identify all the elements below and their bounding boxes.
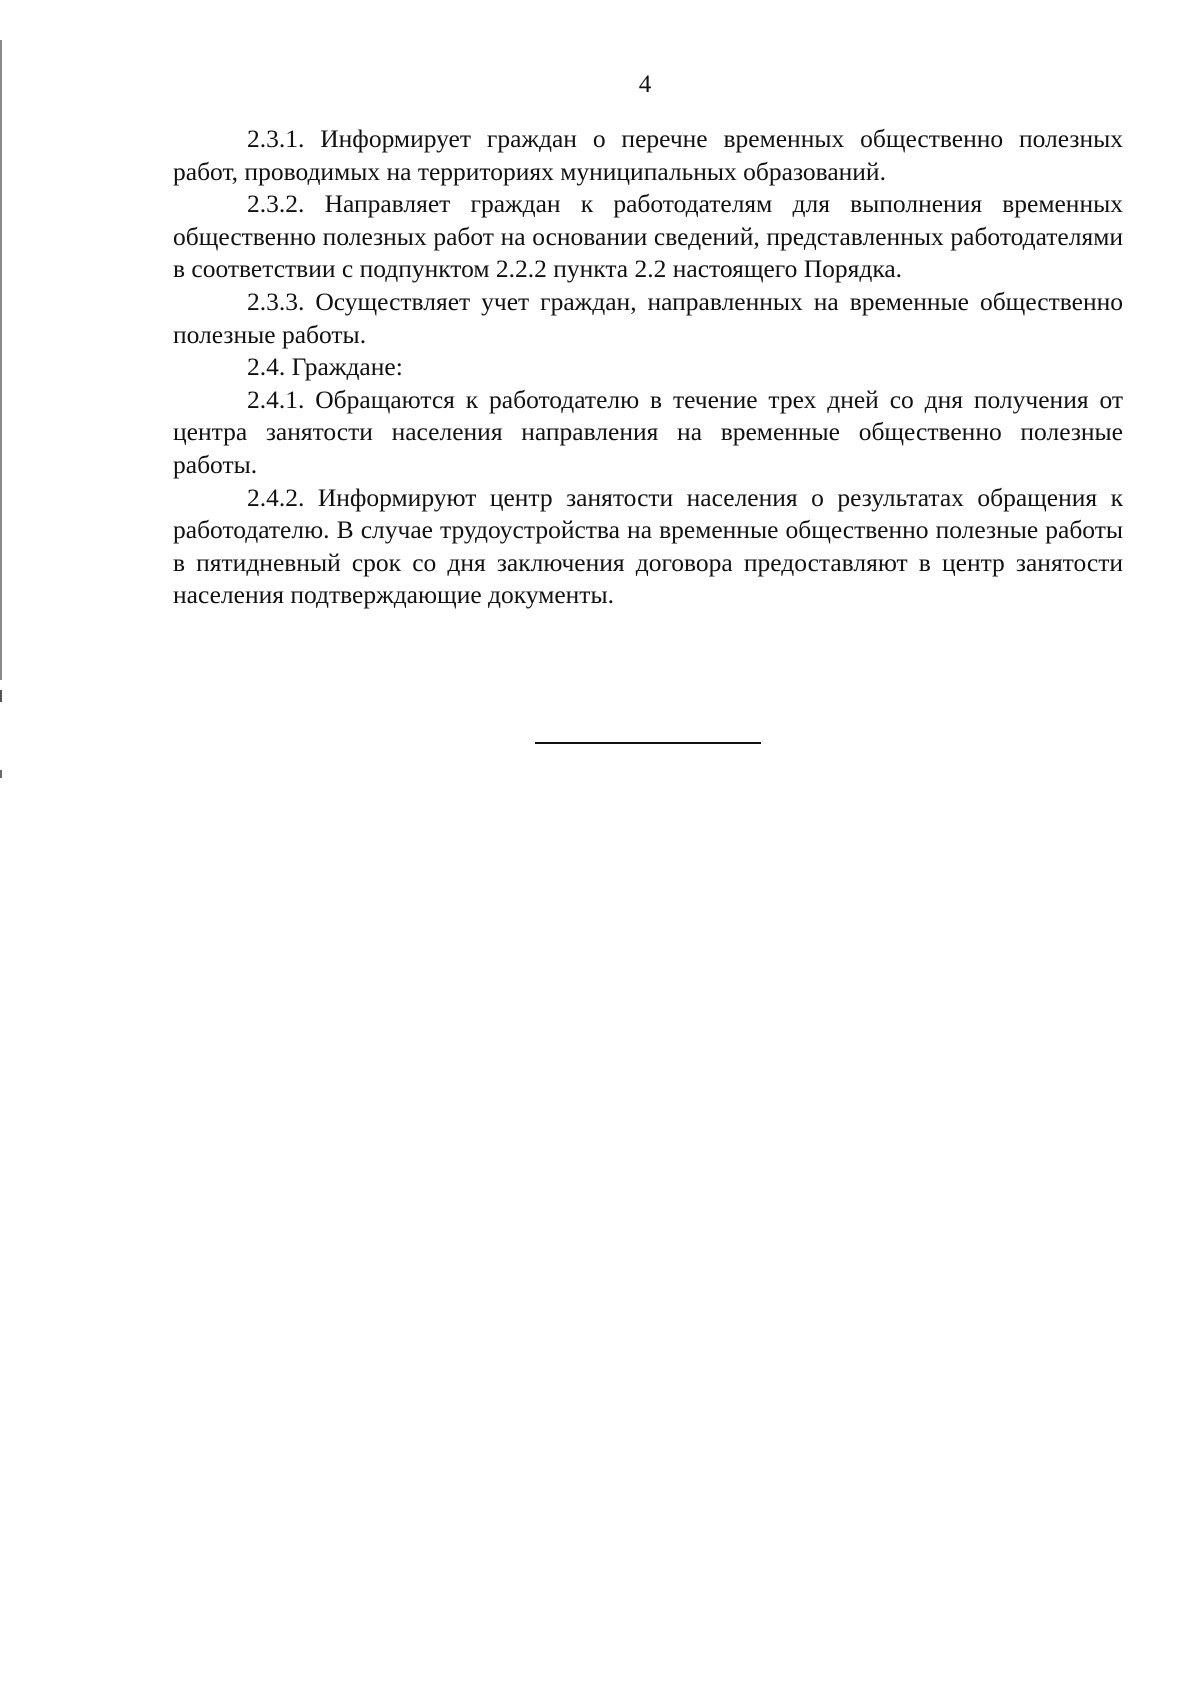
paragraph-2-3-2: 2.3.2. Направляет граждан к работодателям для выполнения временных общественно полезных работ на основании сведений, представленных работодателями в соответствии с подпунктом 2.2.2 пункта 2.2 настоящего Порядка.	[173, 189, 1123, 284]
end-of-document-rule	[535, 742, 761, 744]
scan-edge-mark	[0, 40, 2, 680]
scan-edge-mark	[0, 690, 2, 702]
document-body	[173, 123, 1123, 612]
scan-edge-mark	[0, 770, 2, 778]
paragraph-2-4-1: 2.4.1. Обращаются к работодателю в течение трех дней со дня получения от центра занятости населения направления на временные общественно полезные работы.	[173, 384, 1123, 479]
paragraph-2-4-2: 2.4.2. Информируют центр занятости населения о результатах обращения к работодателю. В случае трудоустройства на временные общественно полезные работы в пятидневный срок со дня заключения договора предоставляют в центр занятости населения подтверждающие документы.	[173, 482, 1123, 610]
paragraph-2-3-1: 2.3.1. Информирует граждан о перечне временных общественно полезных работ, проводимых на территориях муниципальных образований.	[173, 124, 1123, 186]
paragraph-2-3-3: 2.3.3. Осуществляет учет граждан, направленных на временные общественно полезные работы.	[173, 286, 1123, 349]
page-number: 4	[638, 71, 652, 98]
paragraph-2-4: 2.4. Граждане:	[247, 352, 403, 382]
